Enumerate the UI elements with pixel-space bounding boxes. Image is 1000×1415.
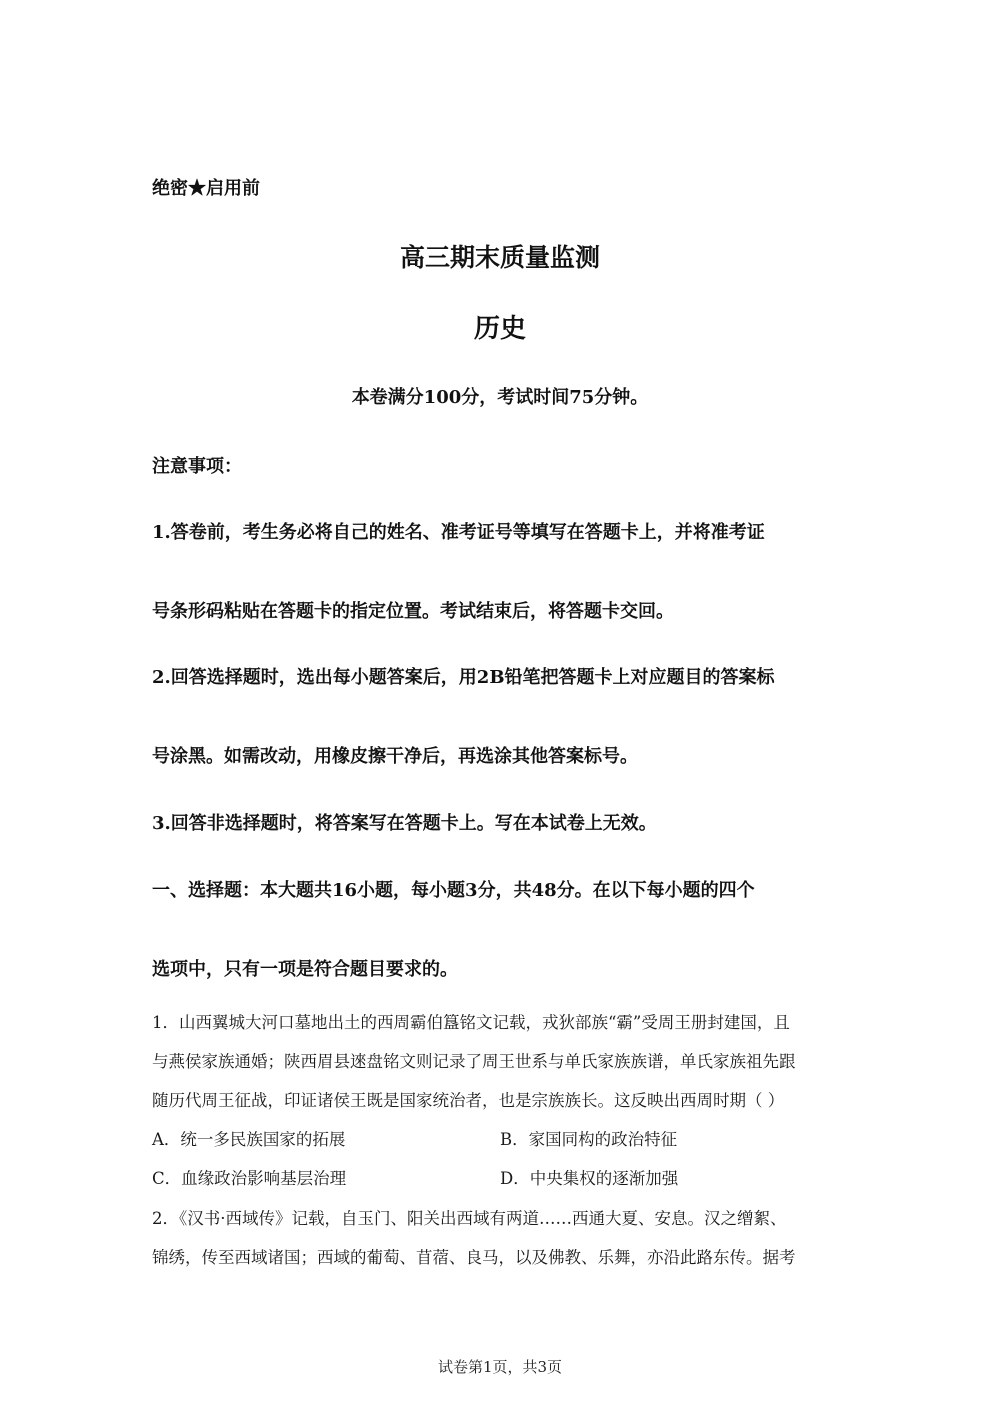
confidential-mark: 绝密★启用前: [152, 178, 260, 199]
question-2-stem: 2．《汉书·西域传》记载，自玉门、阳关出西域有两道……西通大夏、安息。汉之缯絮、: [152, 1209, 787, 1228]
notice-line: 1.答卷前，考生务必将自己的姓名、准考证号等填写在答题卡上，并将准考证: [152, 522, 765, 543]
notice-line: 号涂黑。如需改动，用橡皮擦干净后，再选涂其他答案标号。: [152, 746, 638, 767]
option-c: C．血缘政治影响基层治理: [152, 1169, 347, 1188]
exam-info: 本卷满分100分，考试时间75分钟。: [351, 387, 649, 408]
section-heading: 一、选择题：本大题共16小题，每小题3分，共48分。在以下每小题的四个: [152, 880, 755, 901]
notice-line: 2.回答选择题时，选出每小题答案后，用2B铅笔把答题卡上对应题目的答案标: [152, 667, 775, 688]
question-1-stem: 与燕侯家族通婚；陕西眉县逨盘铭文则记录了周王世系与单氏家族族谱，单氏家族祖先跟: [152, 1052, 796, 1071]
subject-title: 历史: [473, 314, 526, 344]
question-1-stem: 1．山西翼城大河口墓地出土的西周霸伯簋铭文记载，戎狄部族“霸”受周王册封建国，且: [152, 1013, 790, 1032]
notice-line: 号条形码粘贴在答题卡的指定位置。考试结束后，将答题卡交回。: [152, 601, 674, 622]
option-a: A．统一多民族国家的拓展: [152, 1130, 346, 1149]
question-1-stem: 随历代周王征战，印证诸侯王既是国家统治者，也是宗族族长。这反映出西周时期（ ）: [152, 1091, 785, 1110]
option-d: D．中央集权的逐渐加强: [500, 1169, 679, 1188]
option-b: B．家国同构的政治特征: [500, 1130, 678, 1149]
exam-title: 高三期末质量监测: [399, 243, 600, 272]
notice-heading: 注意事项：: [152, 456, 242, 477]
question-2-stem: 锦绣，传至西域诸国；西域的葡萄、苜蓿、良马，以及佛教、乐舞，亦沿此路东传。据考: [152, 1248, 796, 1267]
section-heading: 选项中，只有一项是符合题目要求的。: [152, 959, 458, 980]
notice-line: 3.回答非选择题时，将答案写在答题卡上。写在本试卷上无效。: [152, 813, 657, 834]
page-footer: 试卷第1页，共3页: [437, 1358, 563, 1376]
